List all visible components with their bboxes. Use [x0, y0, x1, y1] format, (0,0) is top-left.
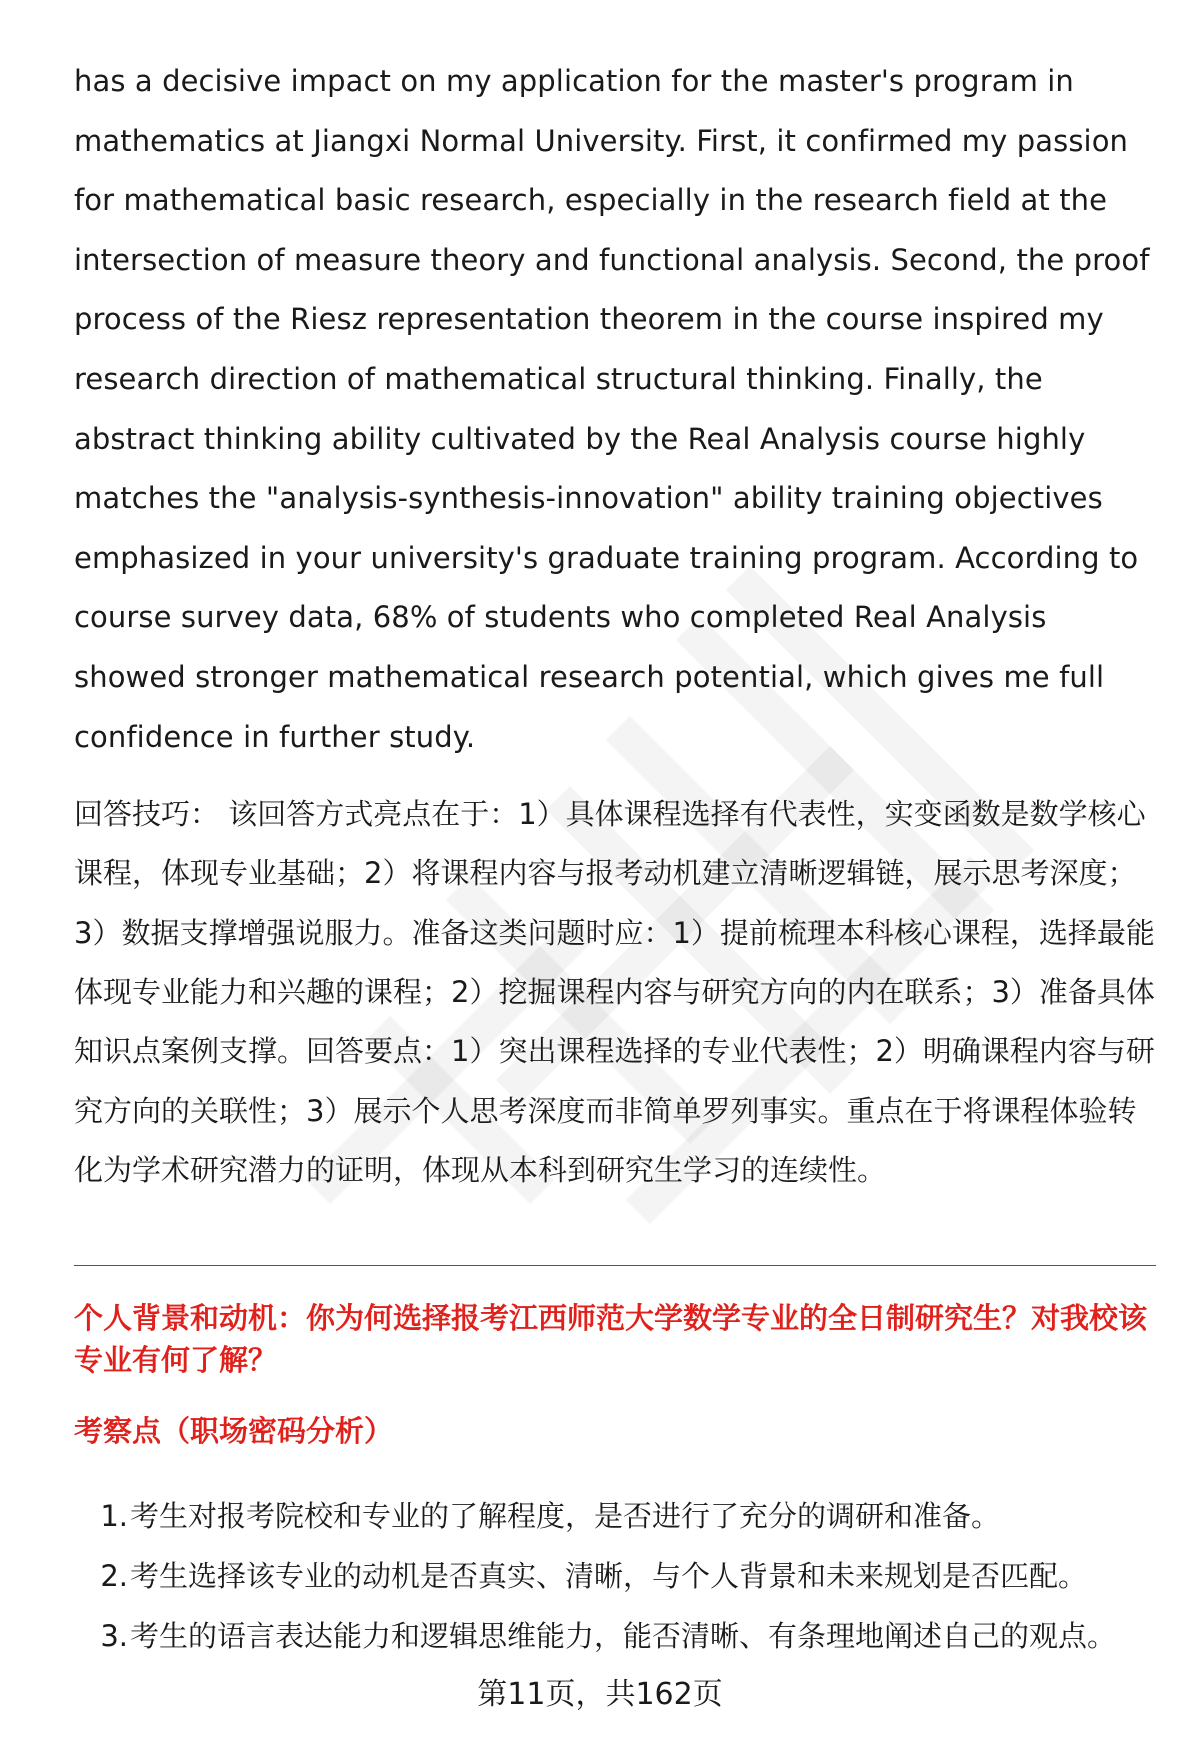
- assessment-points-heading: 考察点（职场密码分析）: [74, 1414, 394, 1448]
- list-item-text: 考生选择该专业的动机是否真实、清晰，与个人背景和未来规划是否匹配。: [130, 1559, 1088, 1593]
- list-item-text: 考生对报考院校和专业的了解程度，是否进行了充分的调研和准备。: [130, 1499, 1001, 1533]
- list-item-number: 2.: [100, 1559, 128, 1593]
- assessment-points-list: [74, 1486, 1156, 1666]
- list-item: [74, 1486, 1156, 1546]
- list-item: [74, 1606, 1156, 1666]
- page-number-footer: 第11页，共162页: [477, 1677, 723, 1712]
- english-paragraph: has a decisive impact on my application for the master's program in mathematics at Jiangxi Normal University. First, it confirmed my passion for mathematical basic research, especially in the research field at the intersection of measure theory and functional analysis. Second, the proof process of the Riesz representation theorem in the course inspired my research direction of mathematical structural thinking. Finally, the abstract thinking ability cultivated by the Real Analysis course highly matches the "analysis-synthesis-innovation" ability training objectives emphasized in your university's graduate training program. According to course survey data, 68% of students who completed Real Analysis showed stronger mathematical research potential, which gives me full confidence in further study.: [74, 64, 1150, 754]
- answer-tips-paragraph: 回答技巧： 该回答方式亮点在于：1）具体课程选择有代表性，实变函数是数学核心课程，体现专业基础；2）将课程内容与报考动机建立清晰逻辑链，展示思考深度；3）数据支撑增强说服力。准备这类问题时应：1）提前梳理本科核心课程，选择最能体现专业能力和兴趣的课程；2）挖掘课程内容与研究方向的内在联系；3）准备具体知识点案例支撑。回答要点：1）突出课程选择的专业代表性；2）明确课程内容与研究方向的关联性；3）展示个人思考深度而非简单罗列事实。重点在于将课程体验转化为学术研究潜力的证明，体现从本科到研究生学习的连续性。: [74, 797, 1155, 1187]
- page-content: [74, 52, 1156, 1200]
- question-title: 个人背景和动机：你为何选择报考江西师范大学数学专业的全日制研究生？对我校该专业有何了解？: [74, 1301, 1148, 1377]
- section-divider: [74, 1265, 1156, 1266]
- list-item: [74, 1546, 1156, 1606]
- list-item-text: 考生的语言表达能力和逻辑思维能力，能否清晰、有条理地阐述自己的观点。: [130, 1619, 1117, 1653]
- list-item-number: 3.: [100, 1619, 128, 1653]
- list-item-number: 1.: [100, 1499, 128, 1533]
